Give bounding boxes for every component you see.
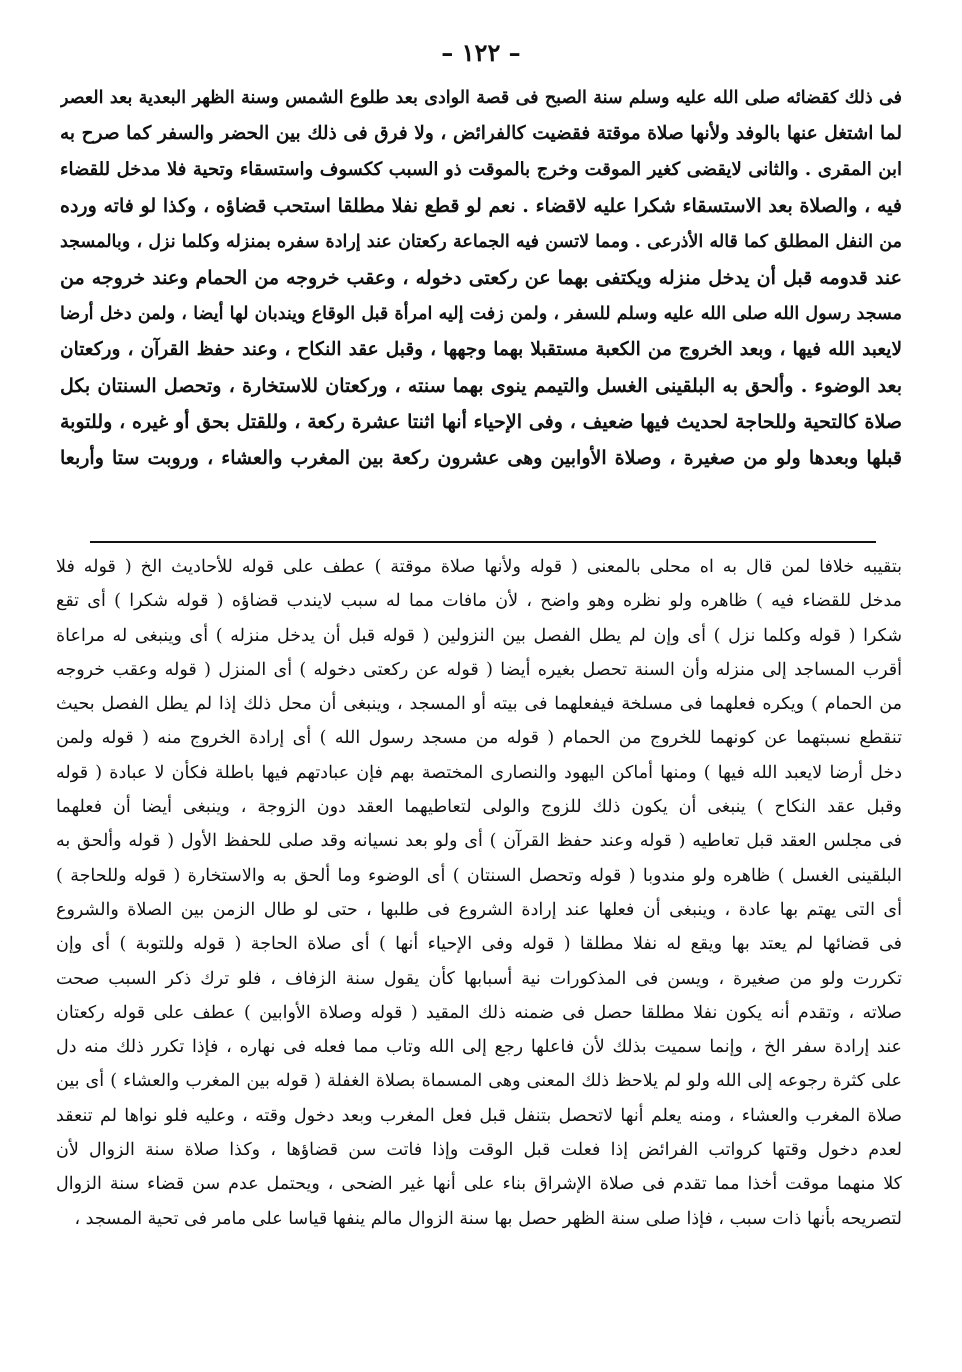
- page-number: – ١٢٢ –: [441, 38, 521, 67]
- footnote-line: البلقينى الغسل ) ظاهره ولو مندوبا ( قوله وتحصل السنتان ) أى الوضوء وما ألحق به والاستخارة ( قوله وللحاجة ): [56, 865, 902, 886]
- footnote-line: عند إرادة سفر الخ ، وإنما سميت بذلك لأن فاعلها رجع إلى الله وتاب مما فعله فى نهاره ، فإذا تكرر ذلك منه دل: [56, 1037, 902, 1058]
- footnote-line: كلا منهما موقت أخذا مما تقدم فى صلاة الإشراق بناء على أنها غير الضحى ، ويحتمل عدم سن قضاء سنة الزوال: [56, 1174, 902, 1195]
- footnote-line: أقرب المساجد إلى منزله وأن السنة تحصل بغيره أيضا ( قوله عن ركعتى دخوله ) أى المنزل ( قوله وعقب خروجه: [56, 659, 902, 680]
- footnote-line: أى التى يهتم بها عادة ، وينبغى أن فعلها عند إرادة الشروع فى طلبها ، حتى لو طال الزمن بين الصلاة والشروع: [56, 899, 902, 920]
- footnote-line: من الحمام ) ويكره فعلهما فى مسلخة فيفعلهما فى بيته أو المسجد ، وينبغى أن محل ذلك إذا لم يطل الفصل بحيث: [56, 694, 902, 715]
- footnote-line: صلاة المغرب والعشاء ، ومنه يعلم أنها لاتحصل بتنفل قبل فعل المغرب وبعد دخول وقته ، وعليه فلو نواها لم تنعقد: [56, 1105, 902, 1126]
- main-text-line: من النفل المطلق كما قاله الأذرعى . ومما لاتسن فيه الجماعة ركعتان عند إرادة سفره بمنزله وكلما نزل ، وبالمسجد: [60, 232, 902, 252]
- footnote-block: [56, 550, 902, 1236]
- footnote-line: مدخل للقضاء فيه ) ظاهره ولو نظره وهو واضح ، لأن مافات مما له سبب لايندب قضاؤه ( قوله شكرا ) أى تقع: [56, 591, 902, 612]
- footnote-line: تكررت ولو من صغيرة ، ويسن فى المذكورات نية أسبابها كأن يقول سنة الزفاف ، فلو ترك ذكر السبب صحت: [56, 968, 902, 989]
- footnote-line: تنقطع نسبتهما عن كونهما للخروج من الحمام ( قوله من مسجد رسول الله ) أى إرادة الخروج منه ( قوله ولمن: [56, 728, 902, 749]
- main-text-line: ابن المقرى . والثانى لايقضى كغير الموقت وخرج بالموقت ذو السبب ككسوف واستسقاء وتحية فلا مدخل للقضاء: [60, 159, 902, 180]
- main-text-line: صلاة كالتحية وللحاجة لحديث فيها ضعيف ، وفى الإحياء أنها اثنتا عشرة ركعة ، وللقتل بحق أو غيره ، وللتوبة: [60, 411, 902, 433]
- main-text-line: لما اشتغل عنها بالوفد ولأنها صلاة موقتة فقضيت كالفرائض ، ولا فرق فى ذلك بين الحضر والسفر كما صرح به: [60, 123, 902, 144]
- main-text-line: فيه ، والصلاة بعد الاستسقاء شكرا عليه لاقضاء . نعم لو قطع نفلا مطلقا استحب قضاؤه ، وكذا لو فاته ورده: [60, 195, 902, 217]
- footnote-line: لعدم دخول وقتها كرواتب الفرائض إذا فعلت قبل الوقت وإذا فاتت سن قضاؤها ، وكذا صلاة سنة الزوال لأن: [56, 1140, 902, 1161]
- footnote-line: لتصريحه بأنها ذات سبب ، فإذا صلى سنة الظهر حصل بها سنة الزوال مالم ينفها قياسا على مامر فى تحية المسجد ،: [74, 1208, 902, 1229]
- main-text-line: بعد الوضوء . وألحق به البلقينى الغسل والتيمم ينوى بهما سنته ، وركعتان للاستخارة ، وتحصل السنتان بكل: [60, 375, 902, 397]
- footnote-line: فى قضائها لم يعتد بها ويقع له نفلا مطلقا ( قوله وفى الإحياء أنها ) أى صلاة الحاجة ( قوله وللتوبة ) أى وإن: [56, 934, 902, 955]
- main-text-block: [60, 80, 902, 476]
- main-text-line: مسجد رسول الله صلى الله عليه وسلم للسفر ، ولمن زفت إليه امرأة قبل الوقاع ويندبان لها أيضا ، ولمن دخل أرضا: [60, 304, 902, 324]
- footnote-line: صلاته ، وتقدم أنه يكون نفلا مطلقا حصل فى ضمنه ذلك المقيد ( قوله وصلاة الأوابين ) عطف على قوله ركعتان: [56, 1002, 902, 1023]
- footnote-line: فى مجلس العقد قبل تعاطيه ( قوله وعند حفظ القرآن ) أى ولو بعد نسيانه وقد صلى للحفظ الأول ( قوله وألحق به: [56, 831, 902, 852]
- footnote-line: على كثرة رجوعه إلى الله ولو لم يلاحظ ذلك المعنى وهى المسماة بصلاة الغفلة ( قوله بين المغرب والعشاء ) أى بين: [56, 1071, 902, 1092]
- main-text-line: عند قدومه قبل أن يدخل منزله ويكتفى بهما عن ركعتى دخوله ، وعقب خروجه من الحمام وعند خروجه من: [60, 267, 902, 289]
- footnote-line: دخل أرضا لايعبد الله فيها ) ومنها أماكن اليهود والنصارى المختصة بهم فإن عبادتهم فيها باطلة فكأن لا عبادة ( قوله: [56, 762, 902, 783]
- main-text-line: قبلها وبعدها ولو من صغيرة ، وصلاة الأوابين وهى عشرون ركعة بين المغرب والعشاء ، وروبت ستا وأربعا: [60, 447, 902, 469]
- footnote-line: شكرا ( قوله وكلما نزل ) أى وإن لم يطل الفصل بين النزولين ( قوله قبل أن يدخل منزله ) أى وينبغى له مراعاة: [56, 625, 902, 646]
- main-text-line: فى ذلك كقضائه صلى الله عليه وسلم سنة الصبح فى قصة الوادى بعد طلوع الشمس وسنة الظهر البعدية بعد العصر: [60, 88, 902, 108]
- footnote-line: وقبل عقد النكاح ) ينبغى أن يكون ذلك للزوج والولى لتعاطيهما العقد دون الزوجة ، وينبغى أيضا أن فعلهما: [56, 797, 902, 818]
- main-text-line: لايعبد الله فيها ، وبعد الخروج من الكعبة مستقبلا بهما وجهها ، وقبل عقد النكاح ، وعند حفظ القرآن ، وركعتان: [60, 339, 902, 360]
- footnote-divider: [90, 541, 876, 543]
- footnote-line: بتقيبه خلافا لمن قال به اه محلى بالمعنى ( قوله ولأنها صلاة موقتة ) عطف على قوله للأحاديث الخ ( قوله فلا: [56, 557, 902, 577]
